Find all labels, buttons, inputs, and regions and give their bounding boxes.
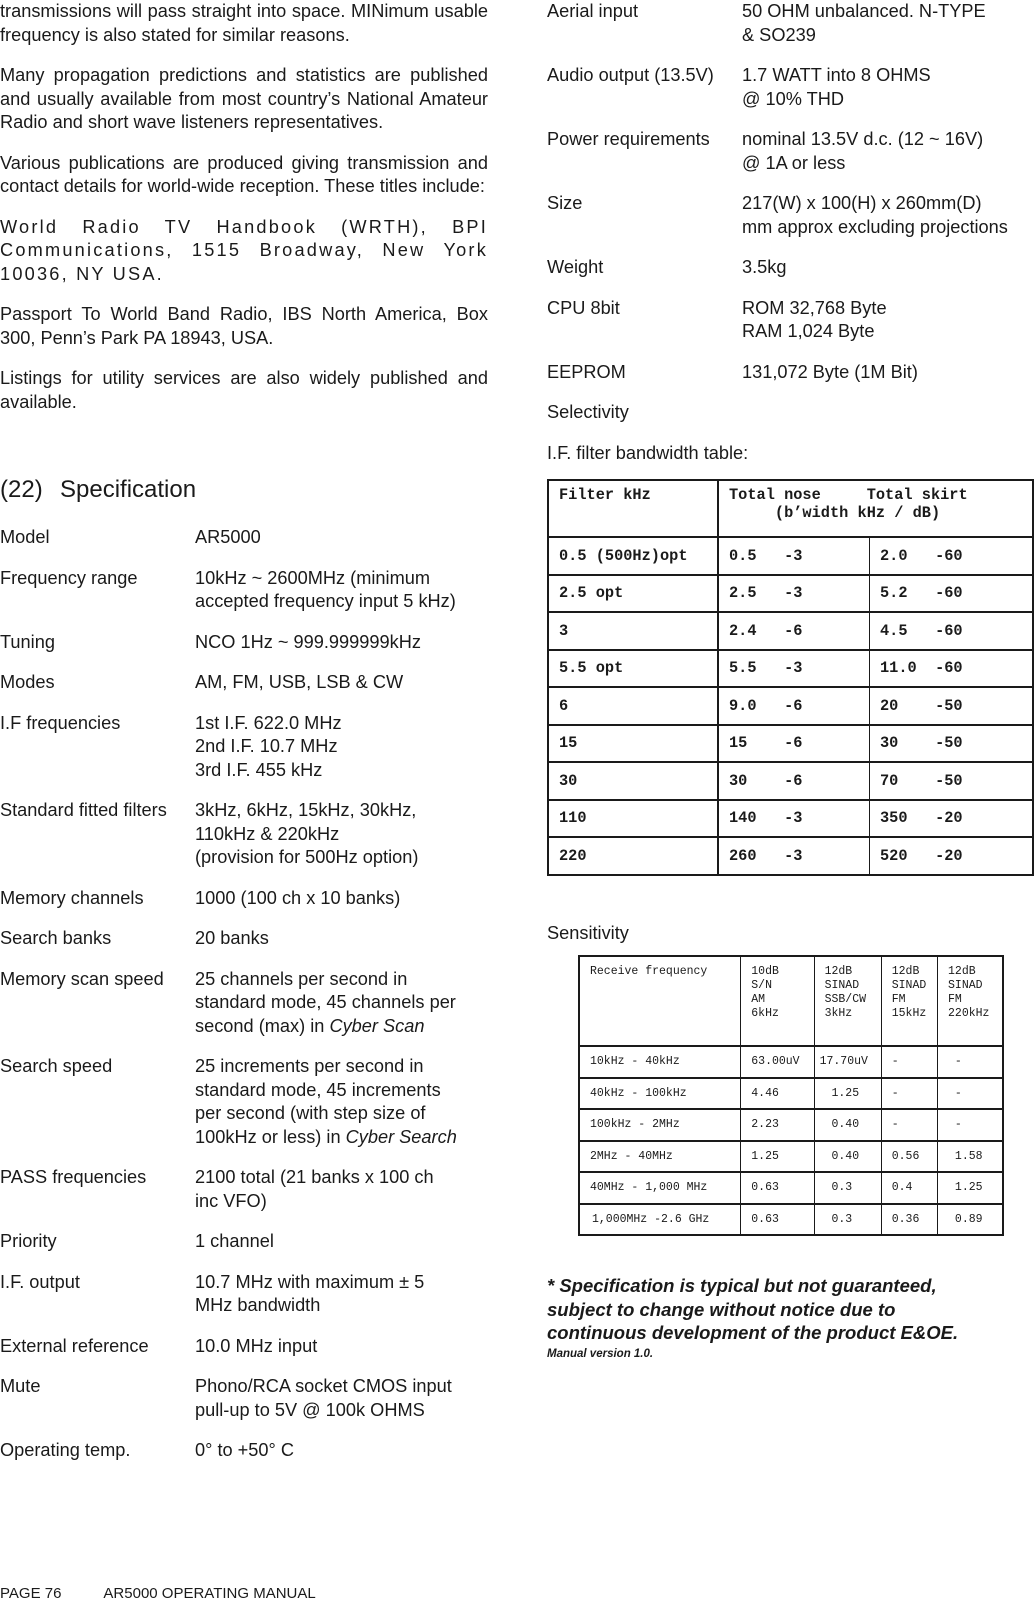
table-cell: 10kHz - 40kHz bbox=[579, 1046, 741, 1078]
spec-label: Search speed bbox=[0, 1056, 113, 1076]
table-row bbox=[548, 762, 1033, 800]
spec-row bbox=[0, 1439, 488, 1463]
table-cell: 0.63 bbox=[741, 1204, 814, 1236]
paragraph: transmissions will pass straight into space. MINimum usable frequency is also stated for similar reasons. bbox=[0, 1, 488, 45]
spec-label: I.F. output bbox=[0, 1271, 80, 1292]
table-cell: 0.63 bbox=[741, 1172, 814, 1204]
spec-label: Search banks bbox=[0, 928, 112, 948]
spec-value: nominal 13.5V d.c. (12 ~ 16V) @ 1A or less bbox=[742, 129, 984, 173]
paragraph: World Radio TV Handbook (WRTH), BPI Communications, 1515 Broadway, New York 10036, NY USA. bbox=[0, 216, 488, 284]
spec-label: Modes bbox=[0, 672, 55, 692]
spec-label: Weight bbox=[547, 257, 604, 277]
table-cell: 5.5 opt bbox=[548, 650, 718, 688]
spec-label: Power requirements bbox=[547, 129, 710, 149]
column-header: Receive frequency bbox=[579, 956, 741, 1046]
table-cell: 0.5 -3 bbox=[718, 537, 870, 575]
table-cell: 40MHz - 1,000 MHz bbox=[579, 1172, 741, 1204]
spec-value bbox=[195, 968, 488, 1039]
table-row bbox=[548, 575, 1033, 613]
spec-value: 3kHz, 6kHz, 15kHz, 30kHz, 110kHz & 220kHz (provision for 500Hz option) bbox=[195, 800, 419, 867]
table-cell: 15 -6 bbox=[718, 725, 870, 763]
spec-row bbox=[547, 256, 1034, 280]
spec-value bbox=[195, 1055, 488, 1149]
table-cell: 30 bbox=[548, 762, 718, 800]
table-cell: 30 -6 bbox=[718, 762, 870, 800]
if-filter-table bbox=[547, 479, 1034, 876]
spec-value: ROM 32,768 Byte RAM 1,024 Byte bbox=[742, 297, 887, 341]
spec-label: Model bbox=[0, 527, 50, 547]
table-cell: 2.0 -60 bbox=[870, 537, 1034, 575]
manual-title: AR5000 OPERATING MANUAL bbox=[103, 1585, 316, 1602]
spec-row bbox=[547, 192, 1034, 239]
paragraph: Passport To World Band Radio, IBS North America, Box 300, Penn’s Park PA 18943, USA. bbox=[0, 304, 488, 348]
table-row bbox=[579, 1078, 1003, 1110]
table-cell: 40kHz - 100kHz bbox=[579, 1078, 741, 1110]
spec-row bbox=[0, 526, 488, 550]
spec-value-text: 25 channels per second in standard mode, 45 channels per second (max) in bbox=[195, 968, 456, 1036]
spec-value: 10.7 MHz with maximum ± 5 MHz bandwidth bbox=[195, 1271, 425, 1315]
table-cell: 0.40 bbox=[814, 1109, 881, 1141]
table-cell: 0.5 (500Hz)opt bbox=[548, 537, 718, 575]
table-cell: 260 -3 bbox=[718, 837, 870, 875]
table-cell: 63.00uV bbox=[741, 1046, 814, 1078]
spec-value: AR5000 bbox=[195, 527, 261, 547]
table-cell: 5.5 -3 bbox=[718, 650, 870, 688]
page-number: PAGE 76 bbox=[0, 1585, 62, 1602]
table-cell: 9.0 -6 bbox=[718, 687, 870, 725]
spec-row bbox=[0, 799, 488, 870]
paragraph: Listings for utility services are also widely published and available. bbox=[0, 368, 488, 412]
table-cell: - bbox=[881, 1109, 937, 1141]
table-cell: 100kHz - 2MHz bbox=[579, 1109, 741, 1141]
cyber-scan-term: Cyber Scan bbox=[329, 1015, 425, 1036]
if-table-caption: I.F. filter bandwidth table: bbox=[547, 442, 749, 463]
spec-row bbox=[0, 968, 488, 1039]
spec-row bbox=[547, 0, 1034, 47]
spec-row bbox=[0, 887, 488, 911]
spec-value: 3.5kg bbox=[742, 257, 787, 277]
table-cell: - bbox=[881, 1078, 937, 1110]
spec-label: Memory scan speed bbox=[0, 968, 164, 989]
page-footer bbox=[0, 1585, 316, 1602]
spec-value: AM, FM, USB, LSB & CW bbox=[195, 672, 404, 692]
paragraph: Many propagation predictions and statistics are published and usually available from most country’s National Amateur Radio and short wave listeners representatives. bbox=[0, 65, 488, 132]
column-header: 10dB S/N AM 6kHz bbox=[741, 956, 814, 1046]
table-cell: 350 -20 bbox=[870, 800, 1034, 838]
table-cell: 4.5 -60 bbox=[870, 612, 1034, 650]
spec-label: Aerial input bbox=[547, 1, 638, 21]
spec-row bbox=[547, 64, 1034, 111]
table-cell: - bbox=[938, 1046, 1003, 1078]
table-cell: 15 bbox=[548, 725, 718, 763]
table-row bbox=[548, 800, 1033, 838]
table-row bbox=[579, 1204, 1003, 1236]
table-row bbox=[579, 1109, 1003, 1141]
spec-value: 1000 (100 ch x 10 banks) bbox=[195, 887, 401, 908]
spec-row bbox=[0, 1335, 488, 1359]
spec-label: CPU 8bit bbox=[547, 297, 620, 318]
disclaimer-note: * Specification is typical but not guaranteed, subject to change without notice due to continuous development of the product E&OE. bbox=[547, 1275, 959, 1343]
table-cell: 220 bbox=[548, 837, 718, 875]
table-cell: 520 -20 bbox=[870, 837, 1034, 875]
paragraph: Various publications are produced giving transmission and contact details for world-wide reception. These titles include: bbox=[0, 152, 488, 196]
table-cell: 0.89 bbox=[938, 1204, 1003, 1236]
spec-label: Mute bbox=[0, 1376, 41, 1396]
table-cell: 6 bbox=[548, 687, 718, 725]
table-cell: 17.70uV bbox=[814, 1046, 881, 1078]
spec-label: EEPROM bbox=[547, 361, 626, 382]
spec-row bbox=[0, 671, 488, 695]
table-row bbox=[579, 1046, 1003, 1078]
spec-row bbox=[0, 567, 488, 614]
table-cell: 3 bbox=[548, 612, 718, 650]
spec-row bbox=[0, 631, 488, 655]
table-row bbox=[548, 837, 1033, 875]
spec-label: Memory channels bbox=[0, 887, 144, 908]
spec-label: Tuning bbox=[0, 631, 55, 652]
table-cell: 20 -50 bbox=[870, 687, 1034, 725]
section-title: Specification bbox=[60, 476, 197, 503]
table-cell: 1,000MHz -2.6 GHz bbox=[579, 1204, 741, 1236]
spec-value: Phono/RCA socket CMOS input pull-up to 5V @ 100k OHMS bbox=[195, 1376, 452, 1420]
column-header: Total nose Total skirt (b’width kHz / dB) bbox=[718, 480, 1033, 537]
table-cell: 2.23 bbox=[741, 1109, 814, 1141]
table-row bbox=[548, 725, 1033, 763]
spec-label: Size bbox=[547, 193, 583, 213]
table-row bbox=[579, 1141, 1003, 1173]
spec-label: I.F frequencies bbox=[0, 712, 121, 733]
table-row bbox=[548, 687, 1033, 725]
table-cell: 110 bbox=[548, 800, 718, 838]
table-cell: - bbox=[881, 1046, 937, 1078]
table-cell: 0.4 bbox=[881, 1172, 937, 1204]
spec-label: Frequency range bbox=[0, 567, 138, 588]
manual-version: Manual version 1.0. bbox=[547, 1347, 654, 1360]
table-row bbox=[548, 650, 1033, 688]
spec-label: Standard fitted filters bbox=[0, 800, 167, 820]
column-header: Filter kHz bbox=[548, 480, 718, 537]
spec-row bbox=[0, 1230, 488, 1254]
spec-label: Audio output (13.5V) bbox=[547, 65, 714, 85]
cyber-search-term: Cyber Search bbox=[345, 1126, 457, 1147]
sensitivity-table bbox=[578, 955, 1004, 1236]
table-cell: 2.4 -6 bbox=[718, 612, 870, 650]
table-cell: 70 -50 bbox=[870, 762, 1034, 800]
table-cell: 1.25 bbox=[938, 1172, 1003, 1204]
table-row bbox=[548, 537, 1033, 575]
table-cell: 4.46 bbox=[741, 1078, 814, 1110]
sensitivity-label: Sensitivity bbox=[547, 922, 629, 943]
spec-value: 131,072 Byte (1M Bit) bbox=[742, 361, 918, 382]
spec-value: 1st I.F. 622.0 MHz 2nd I.F. 10.7 MHz 3rd I.F. 455 kHz bbox=[195, 712, 342, 780]
spec-value: 217(W) x 100(H) x 260mm(D) mm approx excluding projections bbox=[742, 193, 1008, 237]
table-cell: 0.3 bbox=[814, 1172, 881, 1204]
spec-value: 0° to +50° C bbox=[195, 1440, 294, 1460]
table-cell: 1.58 bbox=[938, 1141, 1003, 1173]
section-heading bbox=[0, 476, 488, 504]
table-cell: 11.0 -60 bbox=[870, 650, 1034, 688]
spec-value: 20 banks bbox=[195, 928, 269, 948]
table-cell: - bbox=[938, 1109, 1003, 1141]
table-cell: 1.25 bbox=[741, 1141, 814, 1173]
spec-value: NCO 1Hz ~ 999.999999kHz bbox=[195, 631, 421, 652]
selectivity-label: Selectivity bbox=[547, 402, 629, 422]
table-row bbox=[548, 612, 1033, 650]
table-cell: 2.5 -3 bbox=[718, 575, 870, 613]
table-cell: 0.40 bbox=[814, 1141, 881, 1173]
left-column bbox=[0, 0, 488, 1480]
spec-label: Operating temp. bbox=[0, 1440, 131, 1460]
spec-value: 2100 total (21 banks x 100 ch inc VFO) bbox=[195, 1167, 434, 1211]
column-header: 12dB SINAD FM 220kHz bbox=[938, 956, 1003, 1046]
spec-value: 10kHz ~ 2600MHz (minimum accepted frequency input 5 kHz) bbox=[195, 567, 456, 611]
right-column bbox=[547, 0, 1034, 1360]
spec-value-text: 25 increments per second in standard mode, 45 increments per second (with step size of 100kHz or less) in bbox=[195, 1056, 441, 1147]
table-cell: 0.56 bbox=[881, 1141, 937, 1173]
spec-row bbox=[0, 1271, 488, 1318]
spec-row bbox=[547, 297, 1034, 344]
spec-row bbox=[547, 361, 1034, 385]
table-cell: 140 -3 bbox=[718, 800, 870, 838]
table-header-row bbox=[548, 480, 1033, 537]
spec-row bbox=[0, 1375, 488, 1422]
section-number: (22) bbox=[0, 476, 43, 503]
spec-row bbox=[0, 712, 488, 783]
spec-value: 1.7 WATT into 8 OHMS @ 10% THD bbox=[742, 65, 931, 109]
table-cell: 2MHz - 40MHz bbox=[579, 1141, 741, 1173]
table-cell: - bbox=[938, 1078, 1003, 1110]
table-header-row bbox=[579, 956, 1003, 1046]
spec-row bbox=[0, 1166, 488, 1213]
table-cell: 5.2 -60 bbox=[870, 575, 1034, 613]
table-cell: 1.25 bbox=[814, 1078, 881, 1110]
spec-label: Priority bbox=[0, 1231, 57, 1251]
table-row bbox=[579, 1172, 1003, 1204]
spec-value: 1 channel bbox=[195, 1231, 274, 1251]
table-cell: 2.5 opt bbox=[548, 575, 718, 613]
spec-row bbox=[547, 128, 1034, 175]
spec-value: 10.0 MHz input bbox=[195, 1335, 318, 1356]
spec-row bbox=[0, 927, 488, 951]
spec-label: PASS frequencies bbox=[0, 1167, 147, 1187]
spec-value: 50 OHM unbalanced. N-TYPE & SO239 bbox=[742, 1, 986, 45]
table-cell: 0.36 bbox=[881, 1204, 937, 1236]
spec-label: External reference bbox=[0, 1335, 149, 1356]
spec-row bbox=[0, 1055, 488, 1149]
table-cell: 0.3 bbox=[814, 1204, 881, 1236]
table-cell: 30 -50 bbox=[870, 725, 1034, 763]
column-header: 12dB SINAD FM 15kHz bbox=[881, 956, 937, 1046]
column-header: 12dB SINAD SSB/CW 3kHz bbox=[814, 956, 881, 1046]
